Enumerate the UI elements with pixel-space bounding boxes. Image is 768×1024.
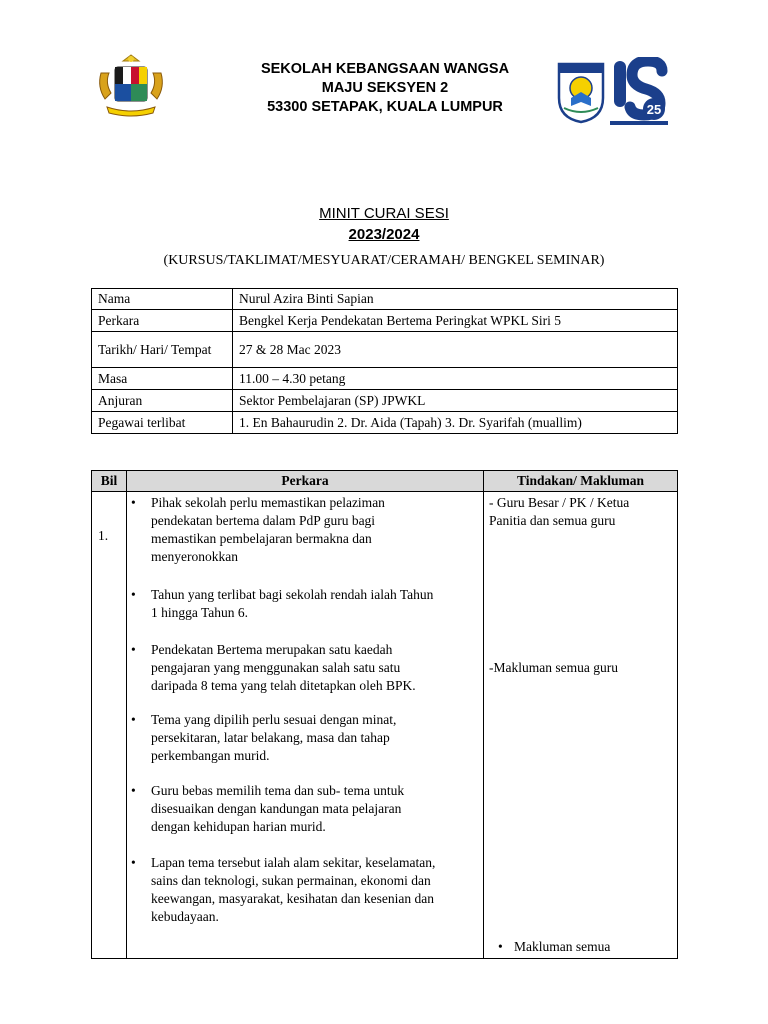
list-item: [131, 782, 441, 836]
doc-subtitle: (KURSUS/TAKLIMAT/MESYUARAT/CERAMAH/ BENGKEL SEMINAR): [163, 253, 605, 268]
list-item-text: Lapan tema tersebut ialah alam sekitar, keselamatan, sains dan teknologi, sukan permainan, ekonomi dan keewangan, masyarakat, kesihatan dan kesenian dan kebudayaan.: [151, 855, 436, 924]
tindakan-item: [498, 939, 674, 955]
list-item: [131, 494, 441, 566]
info-row: [92, 412, 678, 434]
info-row: [92, 310, 678, 332]
list-item: [131, 854, 441, 926]
list-item: [131, 586, 441, 622]
tindakan-text: -Makluman semua guru: [489, 660, 618, 675]
info-value: Bengkel Kerja Pendekatan Bertema Peringkat WPKL Siri 5: [233, 310, 678, 332]
is-logo: [608, 57, 670, 129]
header-bil: Bil: [92, 471, 127, 492]
list-item-text: Tema yang dipilih perlu sesuai dengan minat, persekitaran, latar belakang, masa dan tahap perkembangan murid.: [151, 712, 397, 763]
info-value: 11.00 – 4.30 petang: [233, 368, 678, 390]
info-label: Masa: [92, 368, 233, 390]
info-label: Pegawai terlibat: [92, 412, 233, 434]
info-label: Tarikh/ Hari/ Tempat: [92, 332, 233, 368]
header-perkara: Perkara: [127, 471, 484, 492]
info-row: [92, 368, 678, 390]
tindakan-text: - Guru Besar / PK / Ketua Panitia dan semua guru: [489, 495, 630, 528]
info-label: Perkara: [92, 310, 233, 332]
bullet-dot: •: [131, 587, 136, 602]
school-section: MAJU SEKSYEN 2: [321, 80, 449, 96]
info-value: Sektor Pembelajaran (SP) JPWKL: [233, 390, 678, 412]
tindakan-cell: [484, 492, 678, 959]
minutes-header-row: [92, 471, 678, 492]
school-address: 53300 SETAPAK, KUALA LUMPUR: [267, 99, 503, 115]
school-header: [200, 60, 570, 117]
perkara-cell: [127, 492, 484, 959]
info-value: Nurul Azira Binti Sapian: [233, 289, 678, 310]
school-name: SEKOLAH KEBANGSAAN WANGSA: [260, 61, 510, 77]
list-item-text: Tahun yang terlibat bagi sekolah rendah ialah Tahun 1 hingga Tahun 6.: [151, 587, 434, 620]
list-item-text: Guru bebas memilih tema dan sub- tema untuk disesuaikan dengan kandungan mata pelajaran dengan kehidupan harian murid.: [151, 783, 405, 834]
bullet-dot: •: [131, 855, 136, 870]
bullet-dot: •: [131, 712, 136, 727]
row-number: 1.: [98, 528, 109, 543]
minutes-table: [91, 470, 678, 959]
info-row: [92, 390, 678, 412]
coat-of-arms-logo: [93, 53, 169, 119]
info-row: [92, 332, 678, 368]
info-table: [91, 288, 678, 434]
info-value: 1. En Bahaurudin 2. Dr. Aida (Tapah) 3. Dr. Syarifah (muallim): [233, 412, 678, 434]
list-item-text: Pendekatan Bertema merupakan satu kaedah pengajaran yang menggunakan salah satu satu daripada 8 tema yang telah ditetapkan oleh BPK.: [151, 642, 416, 693]
is-logo-number: 25: [646, 102, 662, 117]
list-item-text: Pihak sekolah perlu memastikan pelaziman pendekatan bertema dalam PdP guru bagi memastikan pembelajaran bermakna dan menyeronokkan: [151, 495, 385, 564]
bullet-dot: •: [131, 642, 136, 657]
info-row: [92, 289, 678, 310]
tindakan-text: Makluman semua: [514, 939, 611, 954]
info-value: 27 & 28 Mac 2023: [233, 332, 678, 368]
doc-title: MINIT CURAI SESI: [319, 205, 449, 222]
bil-cell: [92, 492, 127, 959]
bullet-dot: •: [131, 783, 136, 798]
info-label: Anjuran: [92, 390, 233, 412]
bullet-dot: •: [498, 939, 503, 954]
list-item: [131, 711, 441, 765]
info-label: Nama: [92, 289, 233, 310]
list-item: [131, 641, 441, 695]
doc-session: 2023/2024: [348, 226, 420, 243]
minutes-row: [92, 492, 678, 959]
header-tindakan: Tindakan/ Makluman: [484, 471, 678, 492]
bullet-dot: •: [131, 495, 136, 510]
